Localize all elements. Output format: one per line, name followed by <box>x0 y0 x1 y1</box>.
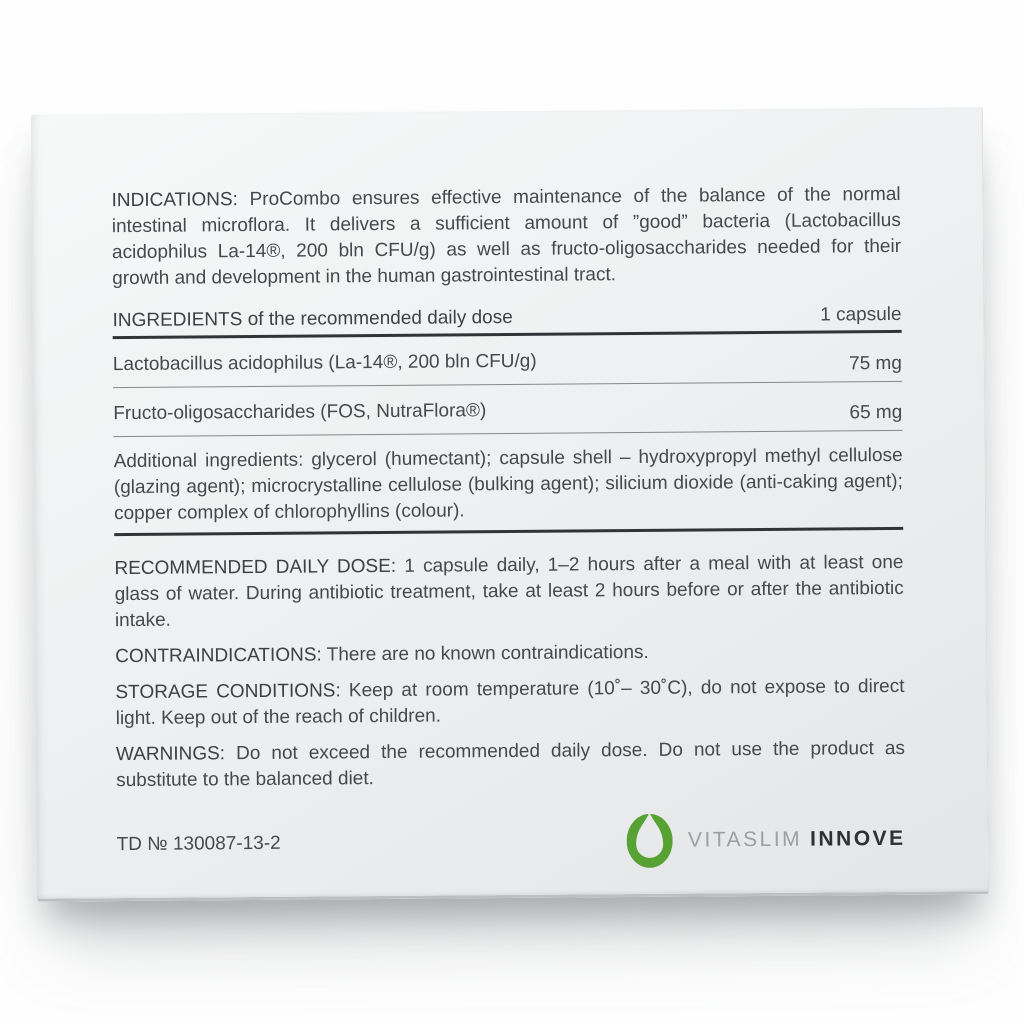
contraindications-label: CONTRAINDICATIONS: <box>115 644 322 668</box>
panel-content <box>112 182 907 898</box>
contraindications-text: There are no known contraindications. <box>326 641 649 666</box>
brand-logo <box>627 812 906 868</box>
warnings-paragraph <box>116 736 905 794</box>
ingredient-amount: 65 mg <box>849 401 903 424</box>
recommended-dose-text: 1 capsule daily, 1–2 hours after a meal with at least one glass of water. During antibiotic treatment, take at least 2 hours before or after the antibiotic intake. <box>114 551 904 632</box>
warnings-text: Do not exceed the recommended daily dose. Do not use the product as substitute to the balanced diet. <box>116 737 906 792</box>
td-number: TD № 130087-13-2 <box>116 832 281 856</box>
storage-conditions-text: Keep at room temperature (10˚– 30˚C), do not expose to direct light. Keep out of the reach of children. <box>115 675 905 730</box>
brand-name-innove: INNOVE <box>810 826 906 851</box>
indications-text: ProCombo ensures effective maintenance of the balance of the normal intestinal microflora. It delivers a sufficient amount of ”good” bacteria (Lactobacillus acidophilus La-14®, 200 bln CFU/g) as well as fructo-oligosaccharides needed for their growth and development in the human gastrointestinal tract. <box>111 183 902 290</box>
warnings-label: WARNINGS: <box>115 743 226 766</box>
ingredient-amount: 75 mg <box>849 352 902 375</box>
ingredients-header-label: INGREDIENTS of the recommended daily dose <box>112 306 513 332</box>
storage-conditions-paragraph <box>115 674 904 732</box>
drop-ring-icon <box>627 814 673 868</box>
brand-name-vitaslim: VITASLIM <box>687 827 803 852</box>
ingredient-row <box>113 382 902 437</box>
indications-label: INDICATIONS: <box>111 189 239 212</box>
indications-paragraph <box>112 182 902 292</box>
recommended-dose-paragraph <box>114 550 904 634</box>
storage-conditions-label: STORAGE CONDITIONS: <box>115 680 341 704</box>
ingredient-row <box>113 333 902 388</box>
recommended-dose-label: RECOMMENDED DAILY DOSE: <box>114 555 397 580</box>
additional-ingredients-paragraph: Additional ingredients: glycerol (humectant); capsule shell – hydroxypropyl methyl cellulose (glazing agent); microcrystalline cellulose (bulking agent); silicium dioxide (anti-caking agent); copper complex of chlorophyllins (colour). <box>114 443 904 536</box>
package-back-panel <box>31 106 989 901</box>
footer-row <box>116 812 905 872</box>
ingredient-name: Lactobacillus acidophilus (La-14®, 200 bln CFU/g) <box>112 350 537 376</box>
contraindications-paragraph <box>115 638 904 670</box>
brand-name <box>688 826 906 854</box>
ingredients-header-unit: 1 capsule <box>820 303 902 326</box>
ingredient-name: Fructo-oligosaccharides (FOS, NutraFlora®) <box>113 400 487 425</box>
